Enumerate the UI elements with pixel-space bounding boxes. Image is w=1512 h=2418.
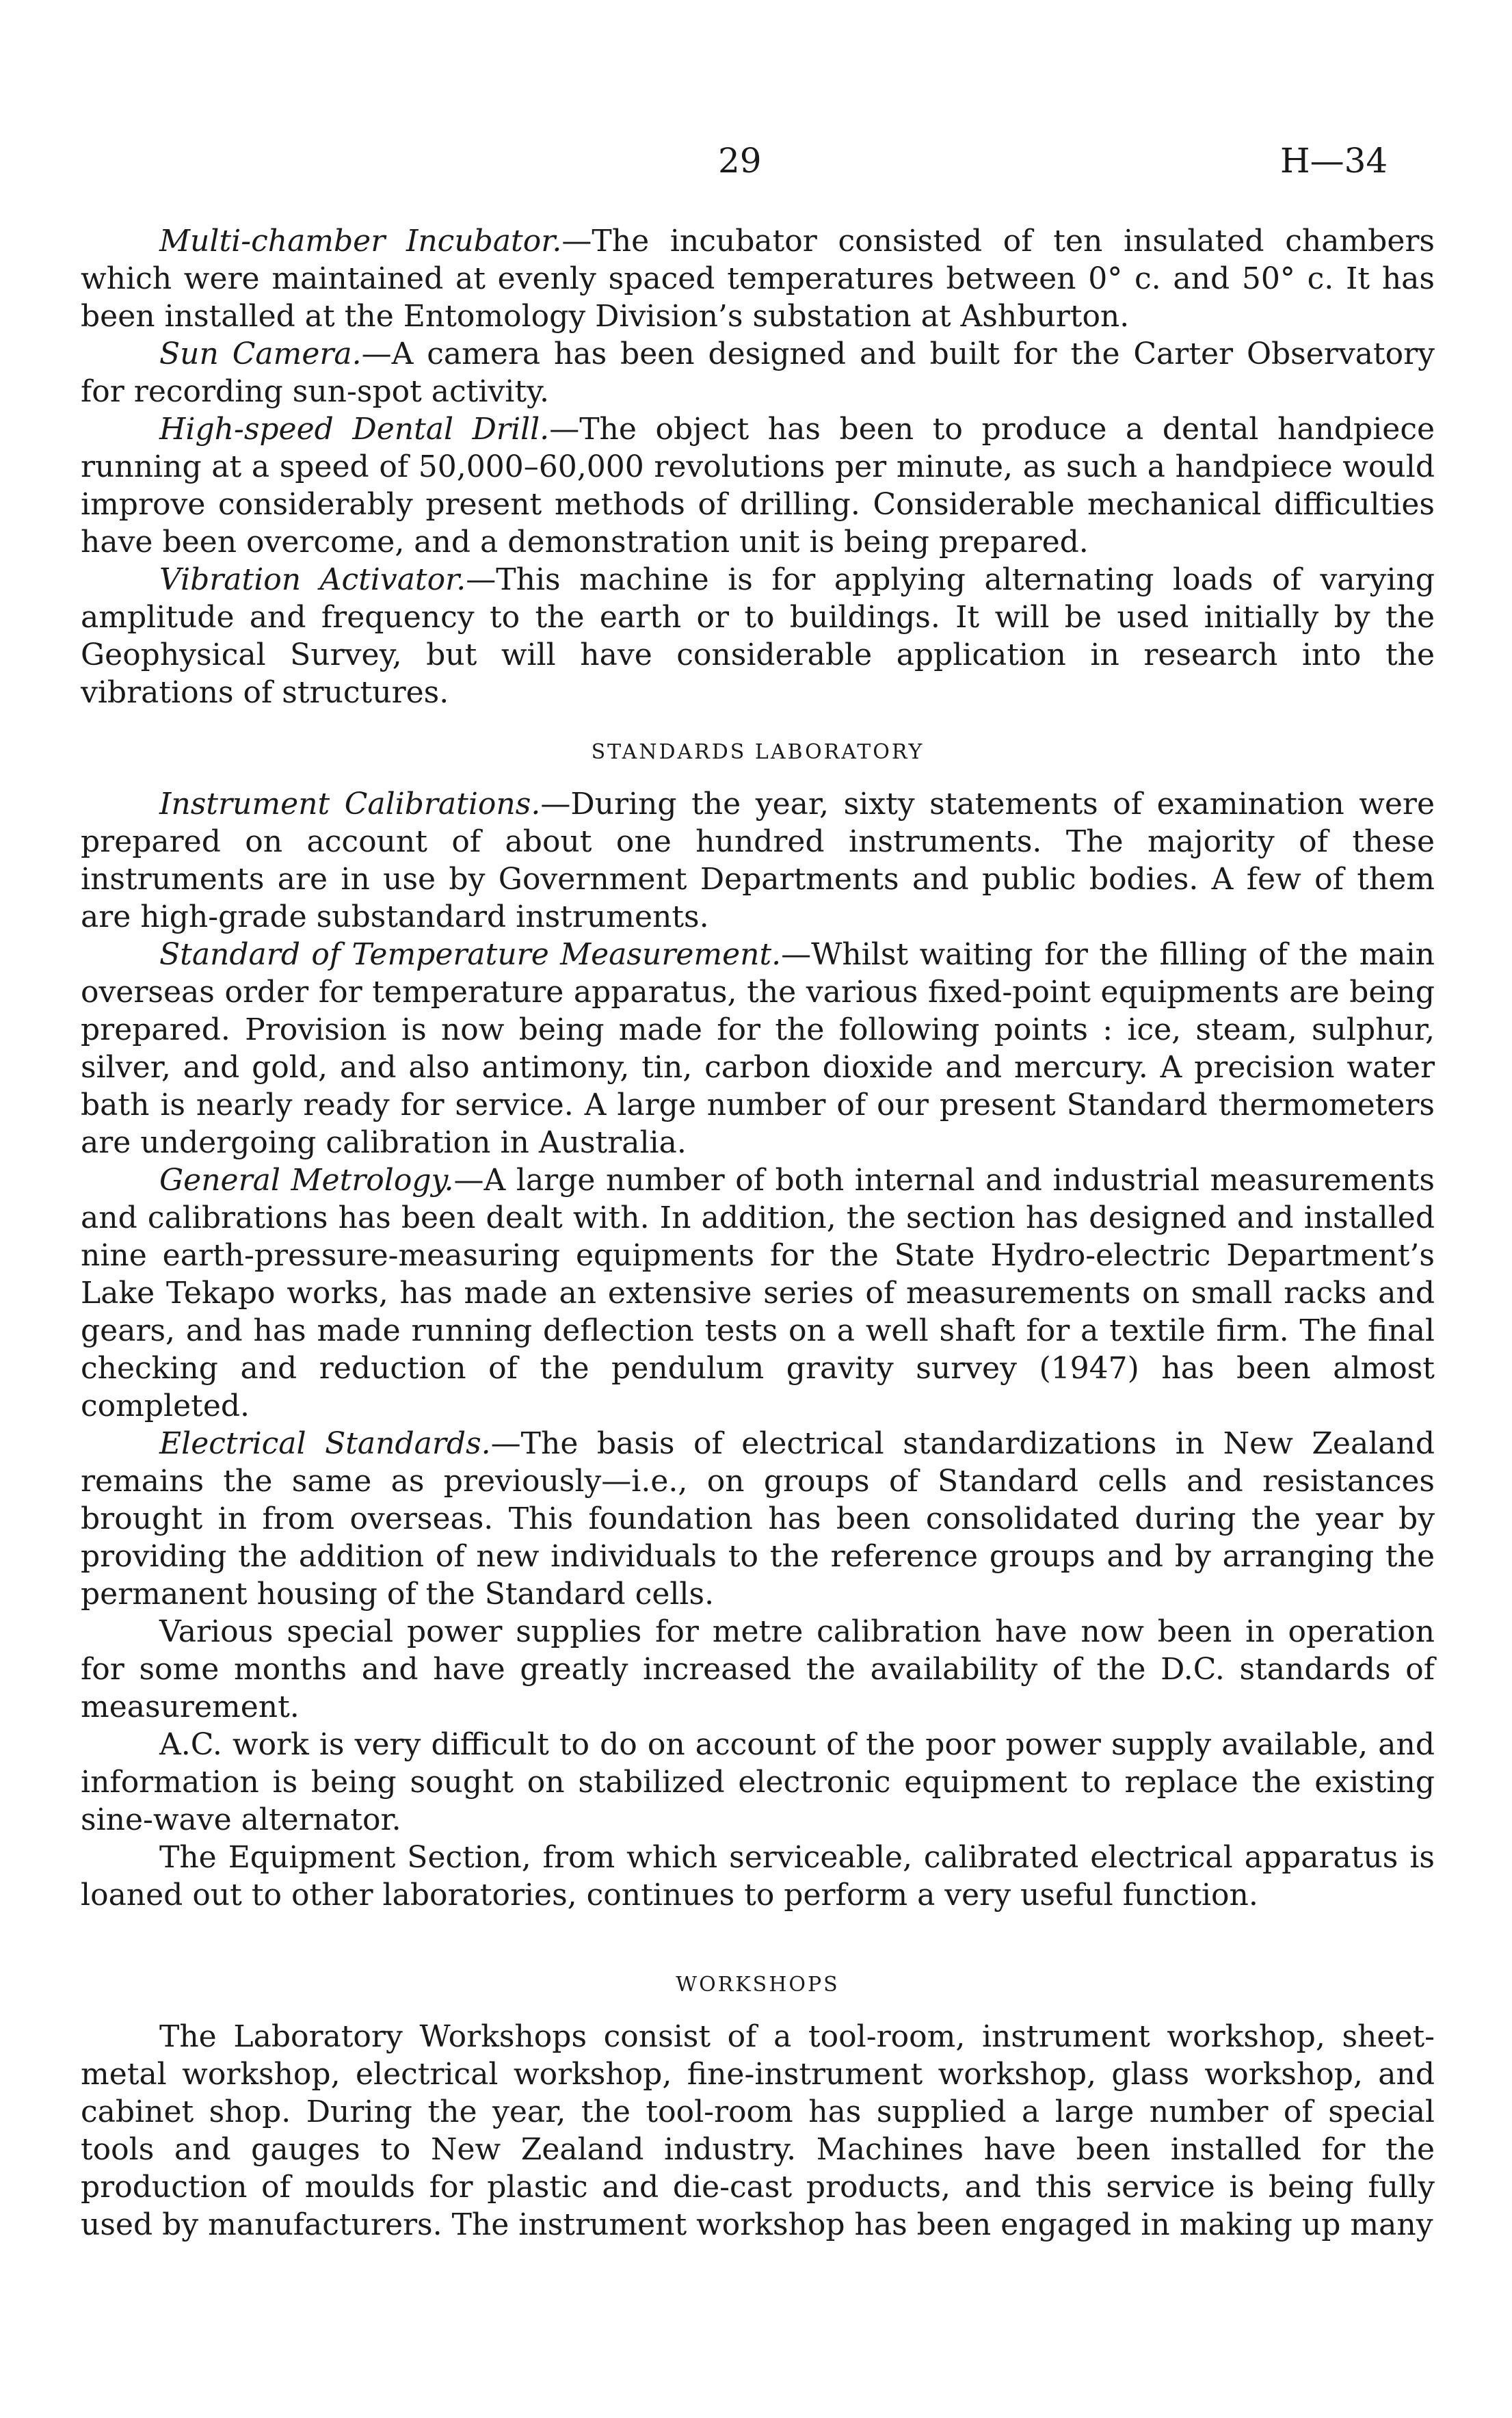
paragraph-lead: High-speed Dental Drill. (159, 412, 550, 447)
page-header (0, 140, 1512, 188)
paragraph-lead: Multi-chamber Incubator. (159, 224, 562, 259)
paragraph-equipment-section: The Equipment Section, from which serviceable, calibrated electrical apparatus is loaned out to other laboratories, continues to perform a very useful function. (81, 1840, 1435, 1913)
paragraph-text: —This machine is for applying alternating loads of varying amplitude and frequency to the earth or to buildings. It will be used initially by the Geophysical Survey, but will have considerable application in research into the vibrations of structures. (81, 562, 1435, 710)
paragraph-general-metrology (81, 1161, 1435, 1425)
document-reference: H—34 (1280, 141, 1388, 181)
paragraph-dental-drill (81, 410, 1435, 561)
paragraph-lead: Electrical Standards. (159, 1426, 491, 1461)
paragraph-ac-work: A.C. work is very difficult to do on account of the poor power supply available, and information is being sought on stabilized electronic equipment to replace the existing sine-wave alternator. (81, 1727, 1435, 1837)
paragraph-lead: General Metrology. (159, 1163, 454, 1198)
paragraph-lead: Sun Camera. (159, 337, 362, 371)
paragraph-vibration-activator (81, 561, 1435, 711)
paragraph-text: —The basis of electrical standardizations in New Zealand remains the same as previously—i.e., on groups of Standard cells and resistances brought in from overseas. This foundation has been consolidated during the year by providing the addition of new individuals to the reference groups and by arranging the permanent housing of the Standard cells. (81, 1426, 1435, 1612)
section-heading-workshops: WORKSHOPS (676, 1973, 840, 1997)
paragraph-lead: Instrument Calibrations. (159, 787, 541, 822)
paragraph-laboratory-workshops: The Laboratory Workshops consist of a tool-room, instrument workshop, sheet-metal workshop, electrical workshop, fine-instrument workshop, glass workshop, and cabinet shop. During the year, the tool-room has supplied a large number of special tools and gauges to New Zealand industry. Machines have been installed for the production of moulds for plastic and die-cast products, and this service is being fully used by manufacturers. The instrument workshop has been engaged in making up many (81, 2019, 1435, 2242)
page-number: 29 (718, 141, 762, 181)
paragraph-electrical-standards (81, 1425, 1435, 1613)
body-text (81, 222, 1435, 2244)
paragraph-instrument-calibrations (81, 785, 1435, 936)
paragraph-sun-camera (81, 335, 1435, 410)
paragraph-power-supplies: Various special power supplies for metre calibration have now been in operation for some months and have greatly increased the availability of the D.C. standards of measurement. (81, 1614, 1435, 1724)
paragraph-text: —A large number of both internal and industrial measurements and calibrations has been dealt with. In addition, the section has designed and installed nine earth-pressure-measuring equipments for the State Hydro-electric Department’s Lake Tekapo works, has made an extensive series of measurements on small racks and gears, and has made running deflection tests on a well shaft for a textile firm. The final checking and reduction of the pendulum gravity survey (1947) has been almost completed. (81, 1163, 1435, 1423)
paragraph-text: —The incubator consisted of ten insulated chambers which were maintained at evenly spaced temperatures between 0° c. and 50° c. It has been installed at the Entomology Division’s substation at Ashburton. (81, 224, 1435, 334)
paragraph-text: —A camera has been designed and built for the Carter Observatory for recording sun-spot activity. (81, 337, 1435, 409)
paragraph-lead: Vibration Activator. (159, 562, 466, 597)
paragraph-text: —The object has been to produce a dental handpiece running at a speed of 50,000–60,000 revolutions per minute, as such a handpiece would improve considerably present methods of drilling. Considerable mechanical difficulties have been overcome, and a demonstration unit is being prepared. (81, 412, 1435, 560)
paragraph-lead: Standard of Temperature Measurement. (159, 937, 782, 972)
section-heading-standards-laboratory: STANDARDS LABORATORY (591, 740, 925, 764)
paragraph-multi-chamber-incubator (81, 222, 1435, 335)
paragraph-temperature-measurement (81, 936, 1435, 1161)
paragraph-text: —During the year, sixty statements of examination were prepared on account of about one hundred instruments. The majority of these instruments are in use by Government Departments and public bodies. A few of them are high-grade substandard instruments. (81, 787, 1435, 934)
paragraph-text: —Whilst waiting for the filling of the main overseas order for temperature apparatus, the various fixed-point equipments are being prepared. Provision is now being made for the following points : ice, steam, sulphur, silver, and gold, and also antimony, tin, carbon dioxide and mercury. A precision water bath is nearly ready for service. A large number of our present Standard thermometers are undergoing calibration in Australia. (81, 937, 1435, 1160)
